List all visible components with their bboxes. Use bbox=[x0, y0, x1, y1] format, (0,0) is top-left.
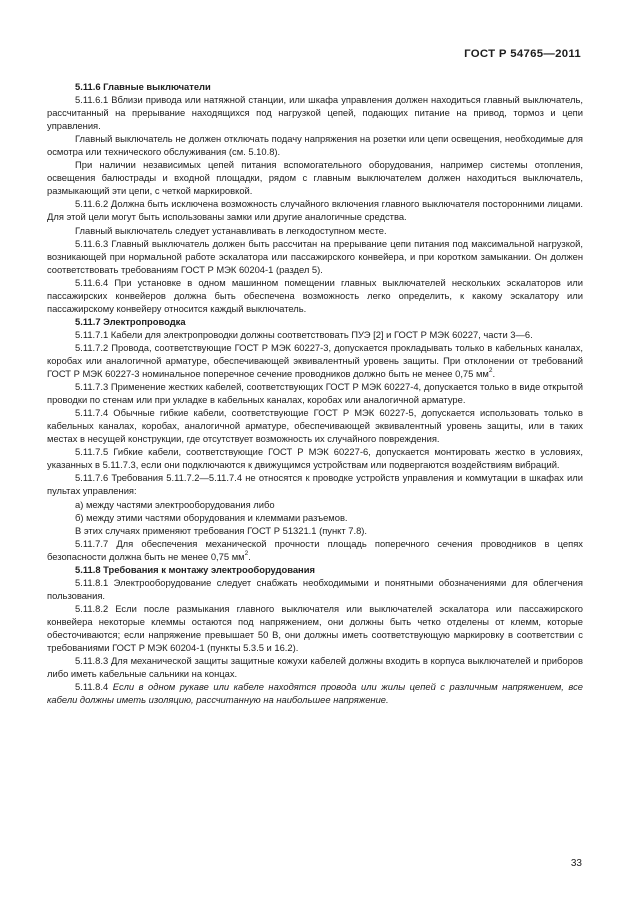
paragraph bbox=[47, 537, 583, 563]
paragraph: 5.11.6.1 Вблизи привода или натяжной станции, или шкафа управления должен находиться главный выключатель, рассчитанный на прерывание находящихся под нагрузкой цепей, подающих питание на привод, тормоз и цепи управления. bbox=[47, 94, 583, 132]
paragraph: 5.11.8.3 Для механической защиты защитные кожухи кабелей должны входить в корпуса выключателей и приборов либо иметь кабельные сальники на концах. bbox=[47, 655, 583, 680]
section-heading: 5.11.8 Требования к монтажу электрооборудования bbox=[75, 563, 315, 575]
section-heading: 5.11.7 Электропроводка bbox=[75, 315, 186, 327]
paragraph: Главный выключатель следует устанавливать в легкодоступном месте. bbox=[75, 224, 387, 236]
paragraph-text: 5.11.7.7 Для обеспечения механической прочности площадь поперечного сечения проводников в цепях безопасности должна быть не менее 0,75 мм bbox=[47, 537, 583, 562]
superscript: 2 bbox=[244, 549, 249, 557]
clause-number: 5.11.8.4 bbox=[75, 681, 109, 693]
superscript: 2 bbox=[488, 367, 493, 375]
paragraph: При наличии независимых цепей питания вспомогательного оборудования, например системы отопления, освещения балюстрады и входной площадки, рядом с главным выключателем должен находиться выключатель, размыкающий эти цепи, с четкой маркировкой. bbox=[47, 159, 583, 197]
list-item: б) между этими частями оборудования и клеммами разъемов. bbox=[75, 511, 348, 523]
paragraph: 5.11.6.4 При установке в одном машинном помещении главных выключателей нескольких эскалаторов или пассажирских конвейеров должна быть обеспечена возможность легко определить, к какому эскалатору или пассажирскому конвейеру относится каждый выключатель. bbox=[47, 276, 583, 314]
paragraph: 5.11.7.6 Требования 5.11.7.2—5.11.7.4 не относятся к проводке устройств управления и коммутации в шкафах или пультах управления: bbox=[47, 472, 583, 497]
paragraph bbox=[47, 341, 583, 380]
paragraph: 5.11.6.3 Главный выключатель должен быть рассчитан на прерывание цепи питания под максимальной нагрузкой, возникающей при нормальной работе эскалатора или пассажирского конвейера, и при коротком замыкании. Он должен соответствовать требованиям ГОСТ Р МЭК 60204-1 (раздел 5). bbox=[47, 237, 583, 275]
paragraph-italic bbox=[47, 680, 583, 706]
page-number: 33 bbox=[570, 858, 582, 869]
paragraph: Главный выключатель не должен отключать подачу напряжения на розетки или цепи освещения, необходимые для осмотра или технического обслуживания (см. 5.10.8). bbox=[47, 133, 583, 158]
section-heading: 5.11.6 Главные выключатели bbox=[75, 81, 211, 92]
standard-designation: ГОСТ Р 54765—2011 bbox=[464, 48, 581, 60]
paragraph: 5.11.7.5 Гибкие кабели, соответствующие ГОСТ Р МЭК 60227-6, допускается монтировать жестко в условиях, указанных в 5.11.7.3, если они подключаются к движущимся устройствам или подвергаются воздействиям вибраций. bbox=[47, 446, 583, 471]
paragraph: 5.11.7.1 Кабели для электропроводки должны соответствовать ПУЭ [2] и ГОСТ Р МЭК 60227, части 3—6. bbox=[75, 328, 533, 340]
paragraph: В этих случаях применяют требования ГОСТ Р 51321.1 (пункт 7.8). bbox=[75, 524, 368, 536]
paragraph: 5.11.8.1 Электрооборудование следует снабжать необходимыми и понятными обозначениями для облегчения пользования. bbox=[47, 576, 583, 601]
paragraph: 5.11.7.3 Применение жестких кабелей, соответствующих ГОСТ Р МЭК 60227-4, допускается только в виде открытой проводки по стенам или при укладке в кабельных каналах, коробах или аналогичной арматуре. bbox=[47, 381, 583, 406]
paragraph-text: 5.11.7.2 Провода, соответствующие ГОСТ Р МЭК 60227-3, допускается прокладывать только в кабельных каналах, коробах или аналогичной арматуре, обеспечивающей эквивалентный уровень защиты. При отклонении от требований ГОСТ Р МЭК 60227-3 номинальное поперечное сечение проводников должно быть не менее 0,75 мм bbox=[47, 341, 583, 380]
italic-text: Если в одном рукаве или кабеле находятся провода или жилы цепей с различным напряжением, все кабели должны иметь изоляцию, рассчитанную на наибольшее напряжение. bbox=[47, 681, 584, 706]
paragraph-tail: . bbox=[248, 550, 251, 562]
document-body bbox=[47, 80, 583, 706]
list-item: а) между частями электрооборудования либо bbox=[75, 498, 275, 510]
paragraph: 5.11.8.2 Если после размыкания главного выключателя или выключателей эскалатора или пассажирского конвейера некоторые клеммы остаются под напряжением, они должны быть четко отделены от клемм, которые обесточиваются; если напряжение превышает 50 В, они должны иметь соответствующую маркировку в соответствии с требованиями ГОСТ Р МЭК 60204-1 (пункты 5.3.5 и 16.2). bbox=[47, 602, 583, 654]
paragraph: 5.11.6.2 Должна быть исключена возможность случайного включения главного выключателя посторонними лицами. Для этой цели могут быть использованы замки или другие аналогичные средства. bbox=[47, 198, 583, 223]
paragraph-tail: . bbox=[492, 368, 496, 380]
paragraph: 5.11.7.4 Обычные гибкие кабели, соответствующие ГОСТ Р МЭК 60227-5, допускается использовать только в кабельных каналах, коробах, аналогичной арматуре, обеспечивающей эквивалентный уровень защиты, или в таких местах в несущей конструкции, где отсутствует возможность их случайного повреждения. bbox=[47, 407, 583, 445]
